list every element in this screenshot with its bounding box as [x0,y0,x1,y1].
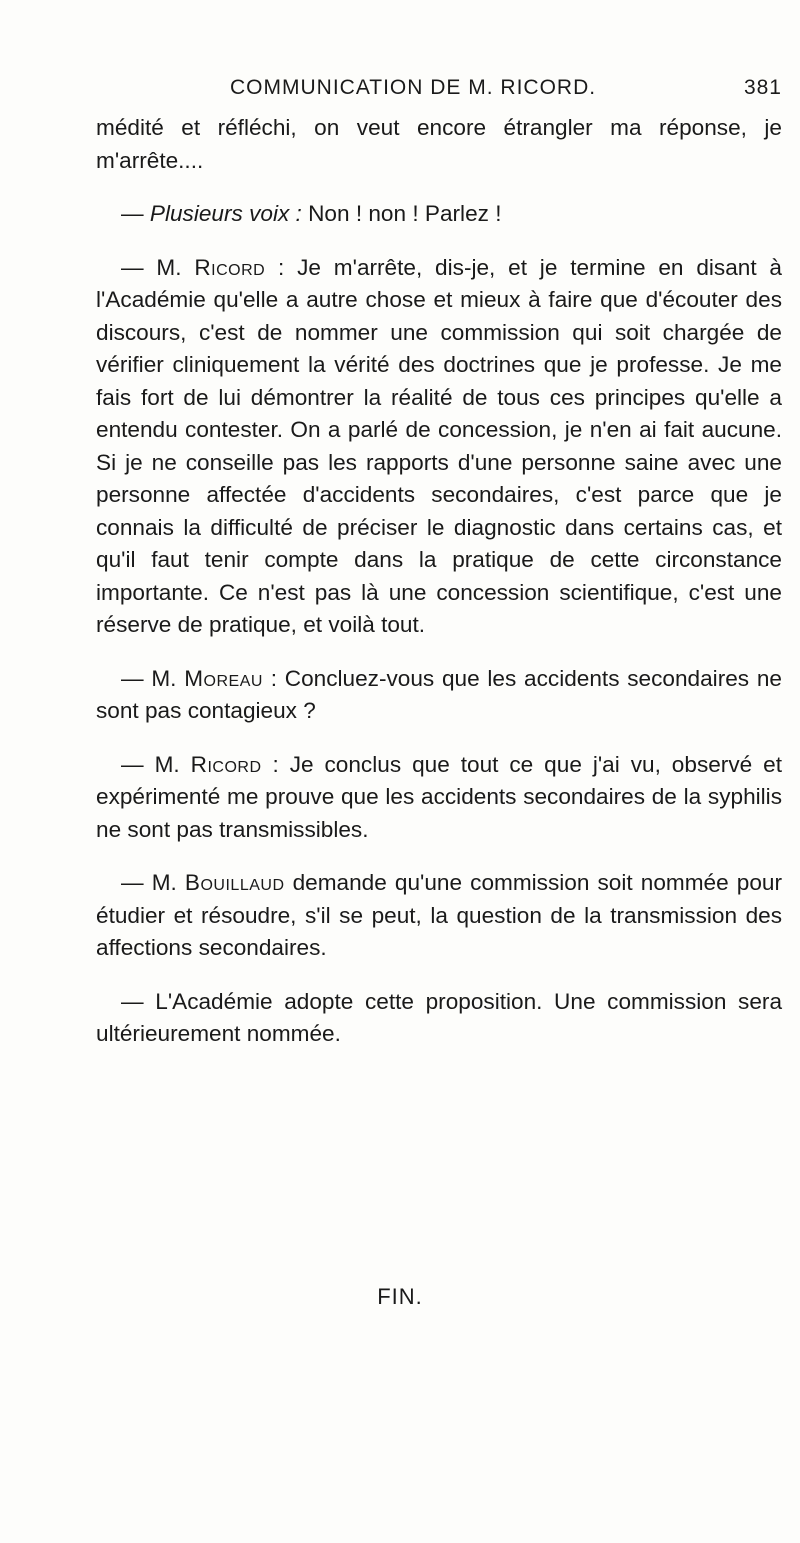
paragraph-text: demande qu'une commission soit nommée pour étudier et résoudre, s'il se peut, la question de la transmission des affections secondaires. [96,870,782,960]
speaker-name: Ricord [190,751,262,777]
paragraph-text: : Je conclus que tout ce que j'ai vu, observé et expérimenté me prouve que les accidents secondaires de la syphilis ne sont pas transmissibles. [96,751,782,842]
speaker-prefix: M. [156,254,195,280]
speaker-name: Plusieurs voix : [149,201,302,226]
paragraph-moreau [96,663,782,728]
paragraph-text: : Je m'arrête, dis-je, et je termine en disant à l'Académie qu'elle a autre chose et mieux à faire que d'écouter des discours, c'est de nommer une commission qui soit chargée de vérifier cliniquement la vérité des doctrines que je professe. Je me fais fort de lui démontrer la réalité de tous ces principes qu'elle a entendu contester. On a parlé de concession, je n'en ai fait aucune. Si je ne conseille pas les rapports d'une personne saine avec une personne affectée d'accidents secondaires, c'est parce que je connais la difficulté de préciser le diagnostic dans certains cas, et qu'il faut tenir compte dans la pratique de cette circonstance importante. Ce n'est pas là une concession scientifique, c'est une réserve de pratique, et voilà tout. [96,254,782,637]
dialogue-dash: — [121,988,156,1014]
speaker-name: Ricord [194,254,266,280]
paragraph-ricord-1 [96,252,782,642]
paragraph-text: médité et réfléchi, on veut encore étrangler ma réponse, je m'arrête.... [96,115,782,173]
page-header [96,76,782,104]
dialogue-dash: — [121,751,155,777]
paragraph-text: L'Académie adopte cette proposition. Une commission sera ultérieurement nommée. [96,988,783,1046]
dialogue-dash: — [121,254,157,280]
dialogue-dash: — [121,201,150,226]
running-title: COMMUNICATION DE M. RICORD. [230,76,597,99]
paragraph-bouillaud [96,867,782,965]
paragraph-plusieurs-voix [96,198,782,231]
page-number: 381 [743,76,782,99]
paragraph-text: : Concluez-vous que les accidents secondaires ne sont pas contagieux ? [96,665,782,723]
paragraph-continuation [96,112,782,177]
paragraph-text: Non ! non ! Parlez ! [301,201,502,226]
end-marker: FIN. [377,1284,423,1309]
speaker-prefix: M. [151,665,185,691]
dialogue-dash: — [121,665,152,691]
speaker-name: Moreau [184,665,263,691]
speaker-prefix: M. [151,870,185,895]
paragraph-ricord-2 [96,749,782,847]
dialogue-dash: — [121,870,152,895]
speaker-name: Bouillaud [184,870,285,895]
speaker-prefix: M. [154,751,191,777]
body-text [96,112,782,1072]
paragraph-academie [96,986,782,1051]
